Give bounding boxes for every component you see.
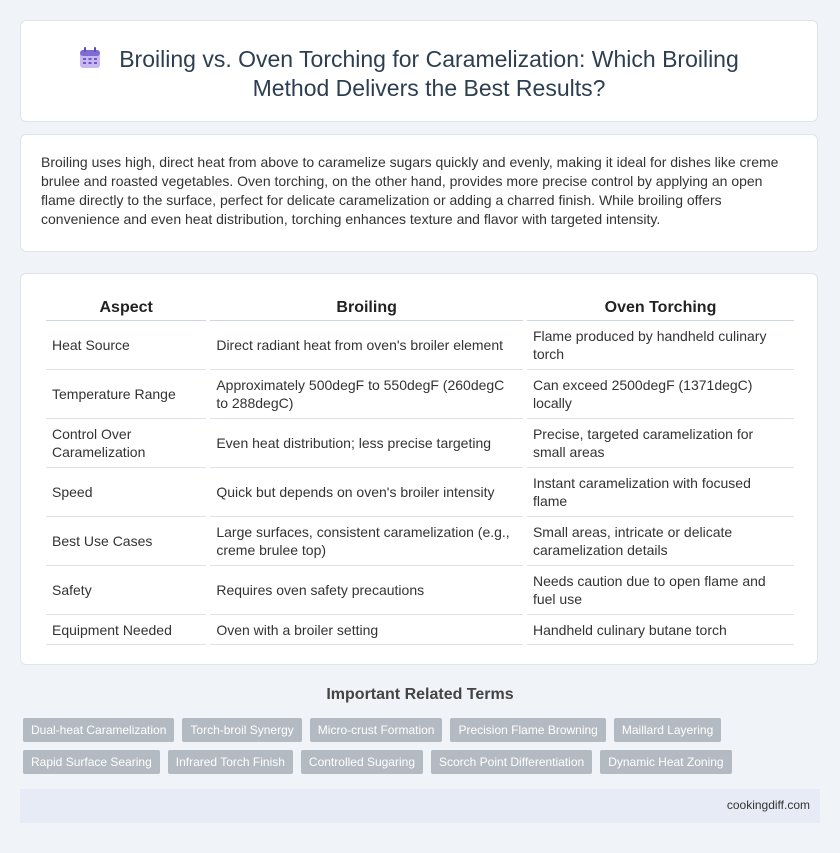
cell-broiling: Oven with a broiler setting [210,615,523,645]
table-row [46,419,794,468]
table-row [46,370,794,419]
intro-card [20,134,818,252]
intro-paragraph: Broiling uses high, direct heat from above to caramelize sugars quickly and evenly, making it ideal for dishes like creme brulee and roasted vegetables. Oven torching, on the other hand, provides more precise control by applying an open flame directly to the surface, perfect for delicate caramelization or adding a charred finish. While broiling offers convenience and even heat distribution, torching enhances texture and flavor with targeted intensity. [41,154,779,227]
footer [20,789,820,823]
tag-micro-crust-formation[interactable]: Micro-crust Formation [310,718,443,742]
cell-oven-torching: Needs caution due to open flame and fuel use [527,566,794,615]
cell-oven-torching: Small areas, intricate or delicate caramelization details [527,517,794,566]
tag-controlled-sugaring[interactable]: Controlled Sugaring [301,750,423,774]
cell-oven-torching: Precise, targeted caramelization for small areas [527,419,794,468]
header-card [20,20,818,122]
tag-scorch-point-differentiation[interactable]: Scorch Point Differentiation [431,750,592,774]
comparison-table [42,294,798,645]
cell-broiling: Even heat distribution; less precise targeting [210,419,523,468]
table-row [46,517,794,566]
tag-row [23,750,783,774]
cell-oven-torching: Instant caramelization with focused flame [527,468,794,517]
cell-aspect: Best Use Cases [46,517,206,566]
header-broiling: Broiling [210,294,523,321]
page-title: Broiling vs. Oven Torching for Caramelization: Which Broiling Method Delivers the Best Results? [119,46,739,101]
tag-dual-heat-caramelization[interactable]: Dual-heat Caramelization [23,718,174,742]
cell-oven-torching: Can exceed 2500degF (1371degC) locally [527,370,794,419]
cell-broiling: Quick but depends on oven's broiler intensity [210,468,523,517]
tag-dynamic-heat-zoning[interactable]: Dynamic Heat Zoning [600,750,731,774]
tag-infrared-torch-finish[interactable]: Infrared Torch Finish [168,750,293,774]
related-terms-tags [23,718,783,782]
tag-maillard-layering[interactable]: Maillard Layering [614,718,721,742]
header-oven-torching: Oven Torching [527,294,794,321]
table-row [46,566,794,615]
cell-broiling: Approximately 500degF to 550degF (260degC to 288degC) [210,370,523,419]
cell-broiling: Direct radiant heat from oven's broiler element [210,321,523,370]
cell-aspect: Temperature Range [46,370,206,419]
comparison-table-card [20,273,818,665]
table-row [46,321,794,370]
cell-broiling: Requires oven safety precautions [210,566,523,615]
cell-aspect: Safety [46,566,206,615]
tag-rapid-surface-searing[interactable]: Rapid Surface Searing [23,750,160,774]
cell-oven-torching: Handheld culinary butane torch [527,615,794,645]
tag-precision-flame-browning[interactable]: Precision Flame Browning [450,718,605,742]
footer-site-link[interactable]: cookingdiff.com [726,798,810,812]
related-terms-title: Important Related Terms [326,686,514,703]
cell-aspect: Control Over Caramelization [46,419,206,468]
header-aspect: Aspect [46,294,206,321]
cell-aspect: Speed [46,468,206,517]
tag-row [23,718,783,742]
table-row [46,468,794,517]
cell-oven-torching: Flame produced by handheld culinary torch [527,321,794,370]
tag-torch-broil-synergy[interactable]: Torch-broil Synergy [182,718,301,742]
table-row [46,615,794,645]
cell-aspect: Heat Source [46,321,206,370]
table-header-row [46,294,794,321]
cell-aspect: Equipment Needed [46,615,206,645]
cell-broiling: Large surfaces, consistent caramelization (e.g., creme brulee top) [210,517,523,566]
